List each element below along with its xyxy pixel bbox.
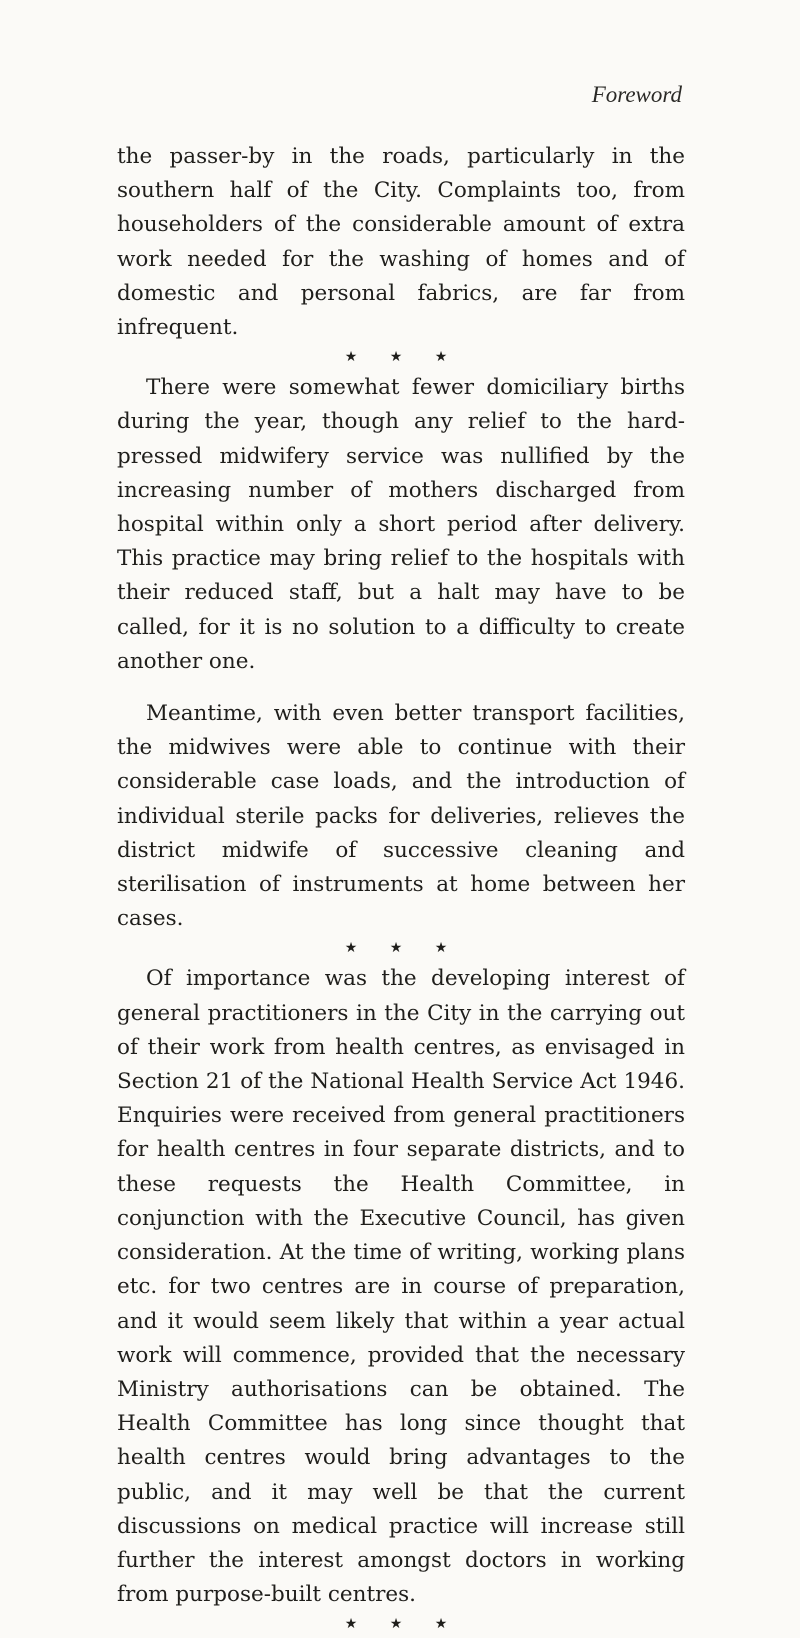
paragraph-gap	[117, 679, 685, 697]
paragraph-2: There were somewhat fewer domiciliary births during the year, though any relief to the hard-pressed midwifery service was nullified by the increasing number of mothers discharged from hospital within only a short period after delivery. This practice may bring relief to the hospitals with their reduced staff, but a halt may have to be called, for it is no solution to a difficulty to create another one.	[117, 375, 685, 674]
body-text	[117, 140, 685, 1638]
paragraph-1: the passer-by in the roads, particularly in the southern half of the City. Complaints too, from householders of the considerable amount of extra work needed for the washing of homes and of domestic and personal fabrics, are far from infrequent.	[117, 144, 685, 341]
section-separator: ★ ★ ★	[344, 940, 462, 957]
paragraph-3: Meantime, with even better transport facilities, the midwives were able to continue with their considerable case loads, and the introduction of individual sterile packs for deliveries, relieves the district midwife of successive cleaning and sterilisation of instruments at home between her cases.	[117, 701, 685, 932]
section-separator: ★ ★ ★	[344, 349, 462, 366]
running-head-title: Foreword	[591, 82, 682, 107]
section-separator: ★ ★ ★	[344, 1616, 462, 1633]
paragraph-4: Of importance was the developing interest of general practitioners in the City in the carrying out of their work from health centres, as envisaged in Section 21 of the National Health Service Act 1946. Enquiries were received from general practitioners for health centres in four separate districts, and to these requests the Health Committee, in conjunction with the Executive Council, has given consideration. At the time of writing, working plans etc. for two centres are in course of preparation, and it would seem likely that within a year actual work will commence, provided that the necessary Ministry authorisations can be obtained. The Health Committee has long since thought that health centres would bring advantages to the public, and it may well be that the current discussions on medical practice will increase still further the interest amongst doctors in working from purpose-built centres.	[117, 966, 685, 1608]
